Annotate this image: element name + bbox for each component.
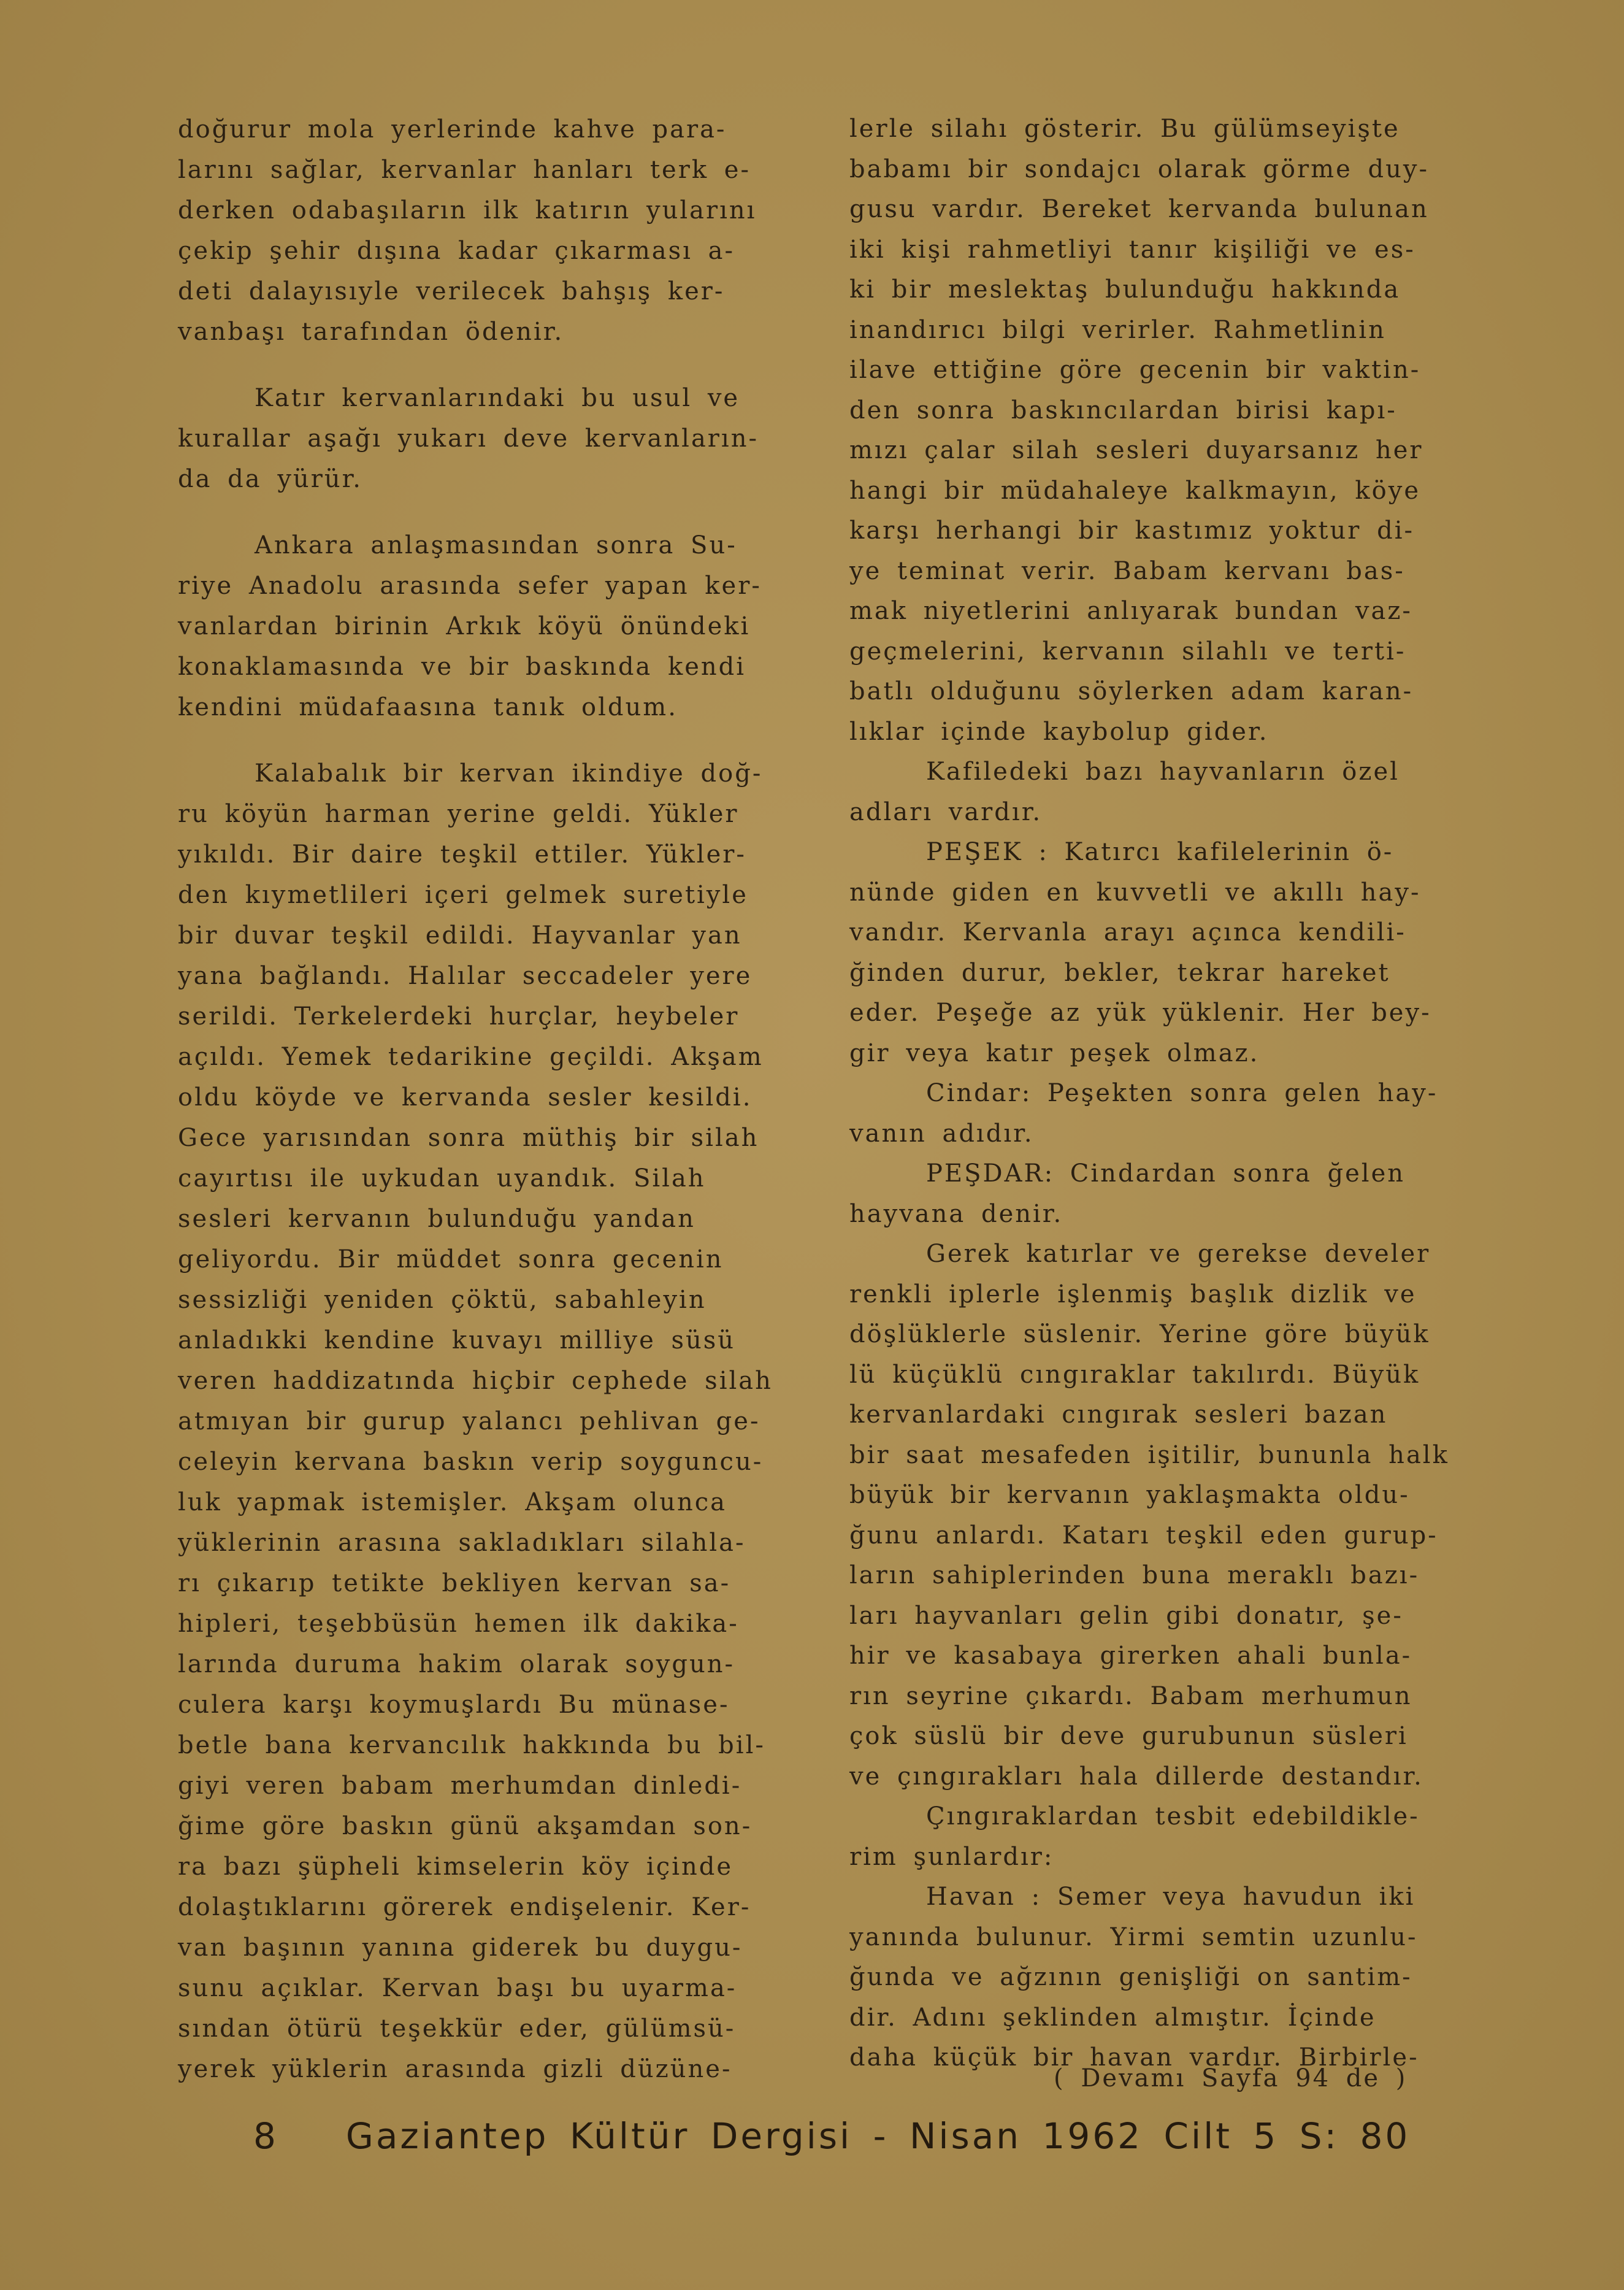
page-footer (253, 2115, 1474, 2157)
paragraph: Kalabalık bir kervan ikindiye doğ- ru köyün harman yerine geldi. Yükler yıkıldı. Bir daire teşkil ettiler. Yükler- den kıymetlileri içeri gelmek suretiyle bir duvar teşkil edildi. Hayvanlar yan yana bağlandı. Halılar seccadeler yere serildi. Terkelerdeki hurçlar, heybeler açıldı. Yemek tedarikine geçildi. Akşam oldu köyde ve kervanda sesler kesildi. Gece yarısından sonra müthiş bir silah cayırtısı ile uykudan uyandık. Silah sesleri kervanın bulunduğu yandan geliyordu. Bir müddet sonra gecenin sessizliği yeniden çöktü, sabahleyin anladıkki kendine kuvayı milliye süsü veren haddizatında hiçbir cephede silah atmıyan bir gurup yalancı pehlivan ge- celeyin kervana baskın verip soyguncu- luk yapmak istemişler. Akşam olunca yüklerinin arasına sakladıkları silahla- rı çıkarıp tetikte bekliyen kervan sa- hipleri, teşebbüsün hemen ilk dakika- larında duruma hakim olarak soygun- culera karşı koymuşlardı Bu münase- betle bana kervancılık hakkında bu bil- giyi veren babam merhumdan dinledi- ğime göre baskın günü akşamdan son- ra bazı şüpheli kimselerin köy içinde dolaştıklarını görerek endişelenir. Ker- van başının yanına giderek bu duygu- sunu açıklar. Kervan başı bu uyarma- sından ötürü teşekkür eder, gülümsü- yerek yüklerin arasında gizli düzüne- (178, 759, 773, 2083)
paragraph: lerle silahı gösterir. Bu gülümseyişte babamı bir sondajcı olarak görme duy- gusu vardır. Bereket kervanda bulunan iki kişi rahmetliyi tanır kişiliği ve es- ki bir meslektaş bulunduğu hakkında inandırıcı bilgi verirler. Rahmetlinin ilave ettiğine göre gecenin bir vaktin- den sonra baskıncılardan birisi kapı- mızı çalar silah sesleri duyarsanız her hangi bir müdahaleye kalkmayın, köye karşı herhangi bir kastımız yoktur di- ye teminat verir. Babam kervanı bas- mak niyetlerini anlıyarak bundan vaz- geçmelerini, kervanın silahlı ve terti- batlı olduğunu söylerken adam karan- lıklar içinde kaybolup gider. (849, 115, 1429, 746)
paragraph: Ankara anlaşmasından sonra Su- riye Anadolu arasında sefer yapan ker- vanlardan birinin Arkık köyü önündeki konaklamasında ve bir baskında kendi kendini müdafaasına tanık oldum. (178, 531, 762, 721)
paragraph: Katır kervanlarındaki bu usul ve kurallar aşağı yukarı deve kervanların- da da yürür. (178, 384, 759, 493)
publication-info: Gaziantep Kültür Dergisi - Nisan 1962 Cilt 5 S: 80 (345, 2115, 1411, 2157)
paragraph: Cindar: Peşekten sonra gelen hay- vanın adıdır. (849, 1079, 1438, 1148)
paragraph: PEŞDAR: Cindardan sonra ğelen hayvana denir. (849, 1159, 1406, 1228)
continued-note: ( Devamı Sayfa 94 de ) (1054, 2064, 1408, 2092)
page-number: 8 (253, 2115, 278, 2157)
paragraph: doğurur mola yerlerinde kahve para- larını sağlar, kervanlar hanları terk e- derken odabaşıların ilk katırın yularını çekip şehir dışına kadar çıkarması a- deti dalayısıyle verilecek bahşış ker- vanbaşı tarafından ödenir. (178, 115, 757, 346)
paragraph: Kafiledeki bazı hayvanların özel adları vardır. (849, 758, 1400, 826)
paragraph: Çıngıraklardan tesbit edebildikle- rim şunlardır: (849, 1802, 1420, 1871)
left-text-column (178, 109, 813, 2089)
paragraph: Havan : Semer veya havudun iki yanında bulunur. Yirmi semtin uzunlu- ğunda ve ağzının genişliği on santim- dir. Adını şeklinden almıştır. İçinde daha küçük bir havan vardır. Birbirle- (849, 1883, 1419, 2072)
paragraph: PEŞEK : Katırcı kafilelerinin ö- nünde giden en kuvvetli ve akıllı hay- vandır. Kervanla arayı açınca kendili- ğinden durur, bekler, tekrar hareket eder. Peşeğe az yük yüklenir. Her bey- gir veya katır peşek olmaz. (849, 838, 1431, 1067)
right-text-column (849, 109, 1484, 2078)
paragraph: Gerek katırlar ve gerekse develer renkli iplerle işlenmiş başlık dizlik ve döşlüklerle süslenir. Yerine göre büyük lü küçüklü cıngıraklar takılırdı. Büyük kervanlardaki cıngırak sesleri bazan bir saat mesafeden işitilir, bununla halk büyük bir kervanın yaklaşmakta oldu- ğunu anlardı. Katarı teşkil eden gurup- ların sahiplerinden buna meraklı bazı- ları hayvanları gelin gibi donatır, şe- hir ve kasabaya girerken ahali bunla- rın seyrine çıkardı. Babam merhumun çok süslü bir deve gurubunun süsleri ve çıngırakları hala dillerde destandır. (849, 1240, 1449, 1791)
